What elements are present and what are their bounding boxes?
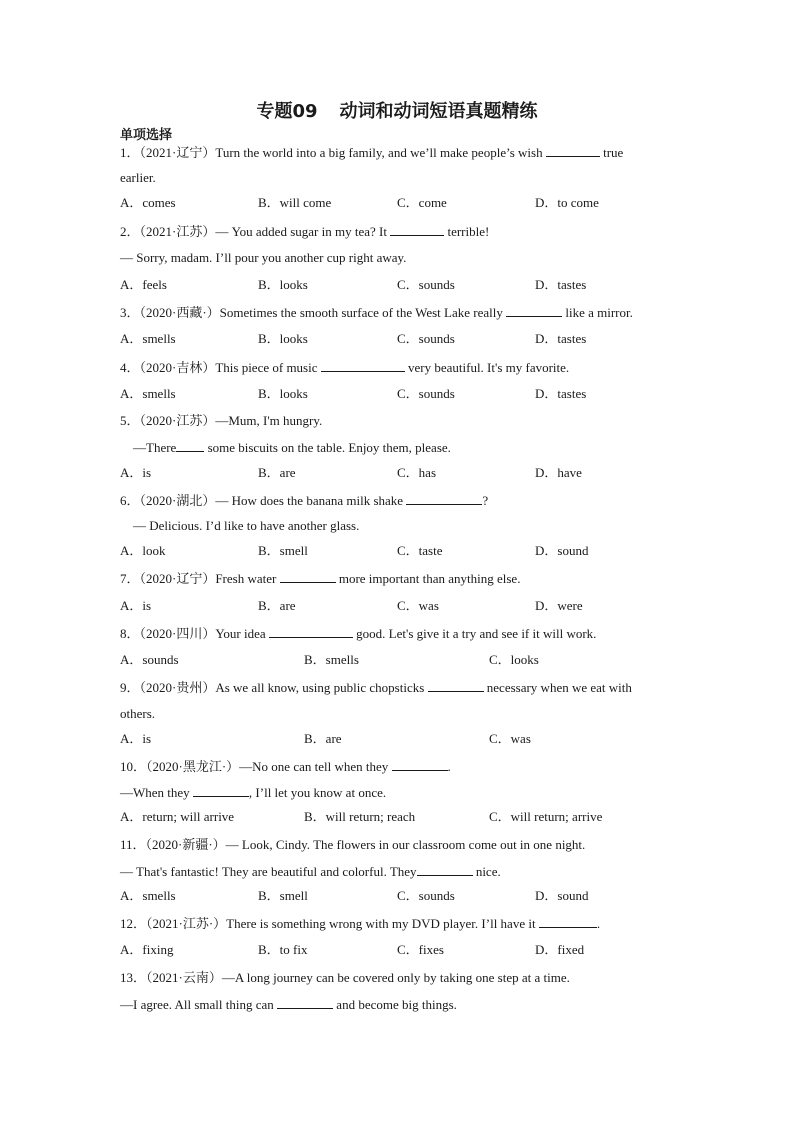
answer-blank [417, 863, 473, 876]
answer-blank [428, 679, 484, 692]
q3-option-b: B．looks [258, 331, 308, 346]
q5-stem-cont: —There some biscuits on the table. Enjoy them, please. [133, 440, 451, 455]
q11-option-b: B．smell [258, 888, 308, 903]
q8-stem: 8．（2020·四川）Your idea good. Let's give it a try and see if it will work. [120, 626, 597, 641]
q11-stem-cont: — That's fantastic! They are beautiful and colorful. They nice. [120, 864, 501, 879]
answer-blank [539, 915, 597, 928]
q3-option-c: C．sounds [397, 331, 455, 346]
q9-option-c: C．was [489, 731, 531, 746]
q5-option-a: A．is [120, 465, 152, 480]
answer-blank [277, 996, 333, 1009]
answer-blank [546, 144, 600, 157]
q9-option-b: B．are [304, 731, 342, 746]
q6-option-d: D．sound [535, 543, 589, 558]
q12-option-a: A．fixing [120, 942, 174, 957]
q7-stem: 7．（2020·辽宁）Fresh water more important than anything else. [120, 571, 521, 586]
q1-stem-cont: earlier. [120, 170, 156, 185]
q2-option-b: B．looks [258, 277, 308, 292]
q4-option-a: A．smells [120, 386, 176, 401]
q6-stem-cont: — Delicious. I’d like to have another glass. [133, 518, 360, 533]
q4-option-b: B．looks [258, 386, 308, 401]
answer-blank [321, 359, 405, 372]
q11-option-a: A．smells [120, 888, 176, 903]
q7-option-b: B．are [258, 598, 296, 613]
q6-stem: 6．（2020·湖北）— How does the banana milk shake ? [120, 493, 489, 508]
answer-blank [506, 304, 562, 317]
answer-blank [176, 439, 204, 452]
q3-option-d: D．tastes [535, 331, 587, 346]
q12-stem: 12．（2021·江苏·）There is something wrong with my DVD player. I’ll have it . [120, 916, 601, 931]
q1-stem: 1．（2021·辽宁）Turn the world into a big family, and we’ll make people’s wish true [120, 145, 624, 160]
q4-option-d: D．tastes [535, 386, 587, 401]
q10-stem: 10．（2020·黑龙江·）—No one can tell when they . [120, 759, 451, 774]
q4-stem: 4．（2020·吉林）This piece of music very beautiful. It's my favorite. [120, 360, 570, 375]
q7-option-d: D．were [535, 598, 583, 613]
q1-option-a: A．comes [120, 195, 176, 210]
q10-option-b: B．will return; reach [304, 809, 416, 824]
q1-option-d: D．to come [535, 195, 599, 210]
q12-option-c: C．fixes [397, 942, 444, 957]
q5-option-b: B．are [258, 465, 296, 480]
q9-stem-cont: others. [120, 706, 156, 721]
q6-option-c: C．taste [397, 543, 443, 558]
title-topic-name: 动词和动词短语真题精练 [339, 101, 538, 122]
q2-option-a: A．feels [120, 277, 167, 292]
answer-blank [193, 784, 249, 797]
q11-option-d: D．sound [535, 888, 589, 903]
q2-stem: 2．（2021·江苏）— You added sugar in my tea? It terrible! [120, 224, 490, 239]
q6-option-b: B．smell [258, 543, 308, 558]
q8-option-c: C．looks [489, 652, 539, 667]
q10-stem-cont: —When they , I’ll let you know at once. [120, 785, 387, 800]
answer-blank [406, 492, 482, 505]
title-topic-number: 专题09 [256, 101, 318, 122]
q13-stem: 13．（2021·云南）—A long journey can be covered only by taking one step at a time. [120, 970, 570, 985]
answer-blank [392, 758, 448, 771]
q3-option-a: A．smells [120, 331, 176, 346]
q2-option-c: C．sounds [397, 277, 455, 292]
q4-option-c: C．sounds [397, 386, 455, 401]
q7-option-a: A．is [120, 598, 152, 613]
q5-option-c: C．has [397, 465, 437, 480]
q8-option-b: B．smells [304, 652, 359, 667]
q2-option-d: D．tastes [535, 277, 587, 292]
q13-stem-cont: —I agree. All small thing can and become big things. [120, 997, 457, 1012]
answer-blank [280, 570, 336, 583]
q9-option-a: A．is [120, 731, 152, 746]
q1-option-c: C．come [397, 195, 447, 210]
q12-option-d: D．fixed [535, 942, 585, 957]
q5-stem: 5．（2020·江苏）—Mum, I'm hungry. [120, 413, 323, 428]
q9-stem: 9．（2020·贵州）As we all know, using public chopsticks necessary when we eat with [120, 680, 632, 695]
q12-option-b: B．to fix [258, 942, 308, 957]
q11-option-c: C．sounds [397, 888, 455, 903]
q2-stem-cont: — Sorry, madam. I’ll pour you another cup right away. [120, 250, 407, 265]
q3-stem: 3．（2020·西藏·）Sometimes the smooth surface of the West Lake really like a mirror. [120, 305, 633, 320]
q11-stem: 11．（2020·新疆·）— Look, Cindy. The flowers in our classroom come out in one night. [120, 837, 586, 852]
q6-option-a: A．look [120, 543, 166, 558]
q1-option-b: B．will come [258, 195, 332, 210]
answer-blank [269, 625, 353, 638]
q7-option-c: C．was [397, 598, 439, 613]
section-heading: 单项选择 [120, 128, 173, 143]
q5-option-d: D．have [535, 465, 582, 480]
q10-option-c: C．will return; arrive [489, 809, 603, 824]
q8-option-a: A．sounds [120, 652, 179, 667]
answer-blank [390, 223, 444, 236]
q10-option-a: A．return; will arrive [120, 809, 235, 824]
page-title [0, 97, 794, 123]
